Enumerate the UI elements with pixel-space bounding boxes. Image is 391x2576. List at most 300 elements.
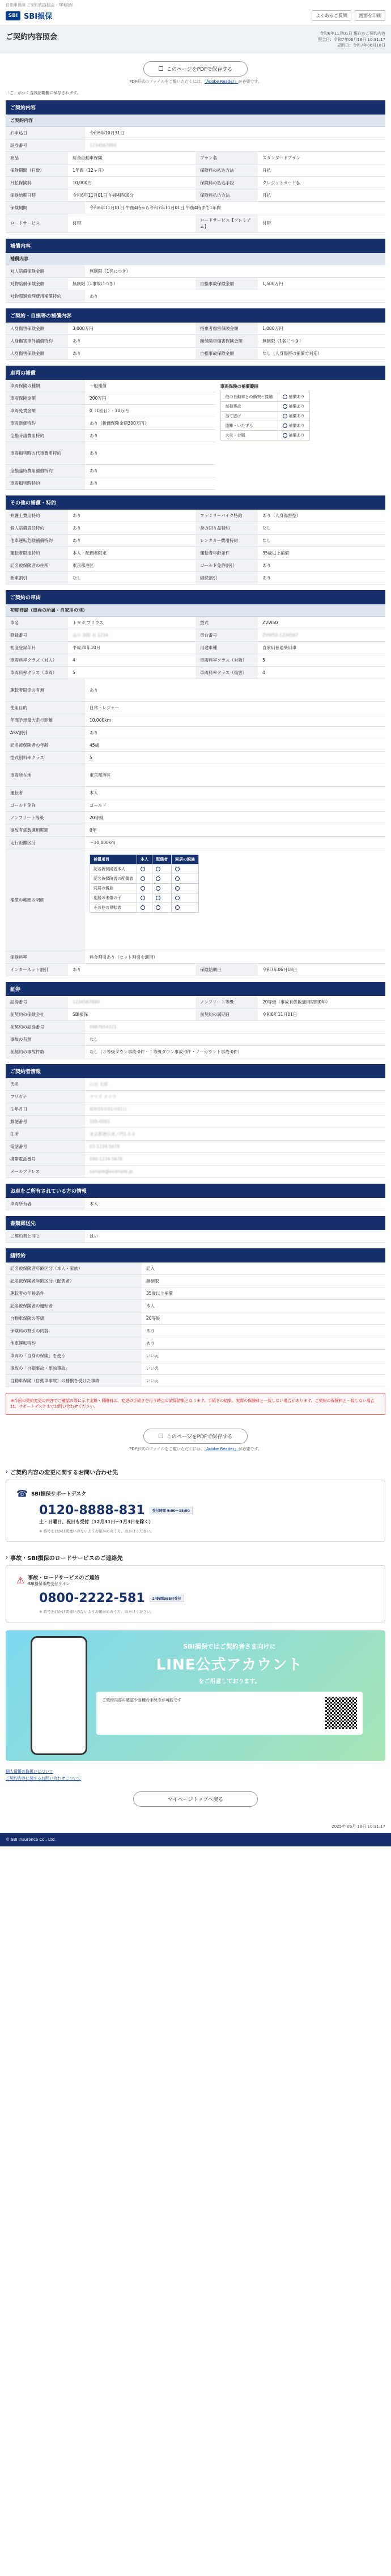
- title-bar: [0, 26, 391, 53]
- save-pdf-button-bottom[interactable]: [143, 1429, 248, 1444]
- row-value: あり: [90, 433, 98, 438]
- row-value: 105-0001: [90, 1118, 110, 1124]
- circle-icon: [141, 886, 145, 891]
- row-label: 車名: [6, 617, 68, 629]
- save-pdf-label: このページをPDFで保存する: [166, 66, 233, 73]
- row-label: 車両の「自身の保険」を使う: [6, 1350, 142, 1362]
- cell: 記名被保険者本人: [90, 864, 137, 874]
- top-note: 自動車保険 ご契約内容照会 - SBI損保: [6, 3, 73, 7]
- qr-code-icon: [325, 1697, 357, 1729]
- row-value: あり: [73, 338, 81, 344]
- chevron-right-icon: ›: [6, 1468, 8, 1475]
- phone-mockup-image: [31, 1636, 87, 1755]
- cell: 本人: [137, 854, 152, 864]
- row-label: 車両所有者: [6, 1198, 85, 1210]
- row-label: 人身傷害保険金額: [6, 348, 68, 359]
- section-subtitle: 補償内容: [6, 253, 385, 265]
- row-value: 5: [73, 670, 75, 675]
- row-value: 3,000万円: [73, 325, 94, 331]
- circle-icon: [156, 876, 160, 881]
- row-label: 車両損害時特約: [6, 477, 85, 489]
- row-value: 令和6年10月31日: [90, 130, 125, 135]
- circle-icon: [283, 395, 287, 399]
- row-value: 月払: [262, 167, 271, 173]
- row-value: あり: [73, 512, 81, 518]
- row-label: 氏名: [6, 1078, 85, 1090]
- pdf-icon: [159, 66, 163, 71]
- adobe-reader-link[interactable]: 「Adobe Reader」: [204, 1446, 239, 1451]
- cell: 別居の未婚の子: [90, 893, 137, 903]
- support-hours: 土・日曜日、祝日も受付（12月31日〜1月3日を除く）: [39, 1519, 154, 1524]
- row-label: 補償の範囲の明細: [6, 849, 85, 951]
- row-value: 10,000円: [73, 180, 92, 185]
- road-note: ※ 番号をおかけ間違いのないようお確かめのうえ、おかけください。: [39, 1609, 154, 1614]
- row-label: 商品: [6, 152, 68, 164]
- row-label: 前契約の事故件数: [6, 1046, 85, 1058]
- row-label: 人身傷害車外補償特約: [6, 335, 68, 347]
- row-label: ゴールド免許: [6, 799, 85, 811]
- row-label: 他車運転危険補償特約: [6, 535, 68, 546]
- cell: 補償あり: [288, 423, 305, 428]
- section-title: ご契約内容: [6, 100, 385, 115]
- row-label: 型式別料率クラス: [6, 752, 85, 764]
- row-label: インターネット割引: [6, 964, 68, 976]
- row-value: あり: [73, 537, 81, 543]
- special-terms-section: [6, 1248, 385, 1387]
- row-label: 保険始期日: [196, 964, 258, 976]
- row-label: 個人賠償責任特約: [6, 522, 68, 534]
- row-value: なし（３等級ダウン事故:0件・１等級ダウン事故:0件・ノーカウント事故:0件）: [90, 1049, 243, 1054]
- row-value: なし: [73, 575, 81, 581]
- chevron-right-icon: ›: [6, 1554, 8, 1561]
- row-value: 令和7年06月18日: [262, 967, 298, 972]
- cell: 単独事故: [220, 401, 278, 411]
- row-label: 住所: [6, 1128, 85, 1140]
- row-label: 保険期間: [6, 202, 85, 214]
- row-value: あり: [146, 1340, 155, 1346]
- row-value: クレジットカード払: [262, 180, 301, 185]
- row-label: 対人賠償保険金額: [6, 265, 85, 277]
- row-label: ゴールド免許割引: [196, 560, 258, 571]
- circle-icon: [283, 433, 287, 438]
- cell: 同居の親族: [172, 854, 199, 864]
- cell: 同居の親族: [90, 883, 137, 893]
- row-label: 記名被保険者の運転者: [6, 1300, 142, 1312]
- circle-icon: [141, 896, 145, 900]
- row-label: ノンフリート等級: [6, 812, 85, 824]
- row-label: 保険料の払込方法: [196, 164, 258, 176]
- circle-icon: [175, 905, 180, 910]
- row-value: あり: [262, 562, 271, 568]
- row-value: いいえ: [146, 1378, 159, 1383]
- section-title: お車をご所有されている方の情報: [6, 1184, 385, 1198]
- row-value: あり（人身傷害型）: [262, 512, 301, 518]
- row-value: 1234567890: [90, 142, 117, 148]
- row-value: ゴールド: [90, 802, 107, 808]
- row-value: なし（人身傷害の補償で対応）: [262, 350, 322, 356]
- row-label: 前契約の保険会社: [6, 1009, 68, 1020]
- support-tel[interactable]: 0120-8888-831: [39, 1503, 145, 1518]
- row-label: 車両新価特約: [6, 417, 85, 429]
- row-label: 保険料払込方法: [196, 189, 258, 201]
- row-value: 記入: [146, 1265, 155, 1271]
- row-label: お申込日: [6, 127, 85, 139]
- row-label: 型式: [196, 617, 258, 629]
- row-value: 東京都港区虎ノ門1-2-3: [90, 1131, 135, 1137]
- row-label: ASV割引: [6, 727, 85, 739]
- row-value: いいえ: [146, 1365, 159, 1371]
- banner-heading: SBI損保ではご契約者さま向けに: [183, 1642, 276, 1650]
- row-value: 東京都港区: [73, 562, 94, 568]
- row-value: 0年: [90, 827, 97, 833]
- row-value: 45歳: [90, 742, 100, 748]
- row-label: 自損事故保険金額: [196, 348, 258, 359]
- support-badge: 受付時間 9:00〜18:00: [150, 1507, 193, 1514]
- row-value: なし: [262, 525, 271, 531]
- circle-icon: [175, 886, 180, 891]
- row-value: あり: [90, 687, 98, 693]
- row-value: 令和6年11月01日: [262, 1011, 298, 1017]
- banner-subtitle: をご用意しております。: [198, 1678, 261, 1685]
- row-label: 郵便番号: [6, 1116, 85, 1128]
- circle-icon: [156, 896, 160, 900]
- circle-icon: [175, 867, 180, 871]
- support-heading: ご契約内容の変更に関するお問い合わせ先: [10, 1469, 118, 1476]
- pdf-note: PDF形式のファイルをご覧いただくには、: [129, 79, 205, 84]
- row-label: 全損臨時費用補償特約: [6, 465, 85, 477]
- row-value: 〜10,000km: [90, 840, 116, 845]
- row-label: 保険料の割引の内容: [6, 1325, 142, 1337]
- cell: 配偶者: [152, 854, 172, 864]
- section-title: 補償内容: [6, 239, 385, 253]
- section-title: ご契約者情報: [6, 1064, 385, 1078]
- row-label: 保険期間（日数）: [6, 164, 68, 176]
- row-value: SBI損保: [73, 1011, 88, 1017]
- row-label: ロードサービス【プレミアム】: [196, 214, 258, 232]
- row-value: スタンダードプラン: [262, 155, 300, 160]
- row-value: 無制限（1名につき）: [262, 338, 304, 344]
- pdf-note-tail: が必要です。: [238, 79, 262, 84]
- row-value: あり: [73, 967, 81, 972]
- vehicle-section: [6, 590, 385, 976]
- row-value: 総合自動車保険: [73, 155, 103, 160]
- row-label: 継続割引: [196, 572, 258, 584]
- row-value: はい: [90, 1233, 98, 1239]
- row-value: あり: [90, 480, 98, 486]
- row-value: ZVW50-1234567: [262, 632, 299, 638]
- save-pdf-label: このページをPDFで保存する: [166, 1434, 233, 1440]
- row-label: 車両料率クラス（対物）: [196, 654, 258, 666]
- save-pdf-button[interactable]: [143, 61, 248, 77]
- phone-icon: ☎: [16, 1488, 28, 1499]
- row-label: 電話番号: [6, 1141, 85, 1153]
- row-value: 日常・レジャー: [90, 705, 120, 710]
- section-title: 書類郵送先: [6, 1216, 385, 1230]
- row-label: 車台番号: [196, 629, 258, 641]
- row-label: 保険始期日時: [6, 189, 68, 201]
- cell: 補償あり: [288, 394, 305, 399]
- row-value: あり: [146, 1328, 155, 1333]
- row-value: あり: [73, 525, 81, 531]
- row-label: フリガナ: [6, 1091, 85, 1103]
- row-value: あり: [73, 350, 81, 356]
- logo-mark: SBI: [6, 11, 20, 20]
- row-label: 生年月日: [6, 1103, 85, 1115]
- row-value: あり: [262, 575, 271, 581]
- row-label: 初度登録年月: [6, 642, 68, 654]
- vehicle-coverage-section: [6, 366, 385, 490]
- row-value: 本人・配偶者限定: [73, 550, 107, 556]
- pdf-note: PDF形式のファイルをご覧いただくには、: [129, 1446, 205, 1451]
- query-date: 照会日：令和7年06月18日 10:31:17: [318, 37, 385, 42]
- contract-section: [6, 100, 385, 233]
- row-label: 記名被保険者年齢区分（本人・家族）: [6, 1262, 142, 1274]
- printed-datetime: 2025年 06月 18日 10:31:17: [332, 1824, 385, 1829]
- copyright: © SBI Insurance Co., Ltd.: [0, 1833, 391, 1846]
- row-value: いいえ: [146, 1353, 159, 1358]
- row-label: 搭乗者傷害保険金額: [196, 323, 258, 334]
- row-value: 無制限（1名につき）: [90, 268, 131, 274]
- row-label: 運転者の年齢条件: [6, 1287, 142, 1299]
- circle-icon: [283, 404, 287, 409]
- row-value: 10,000km: [90, 717, 111, 723]
- row-value: あり: [90, 450, 98, 456]
- row-label: 車両損害時の代車費用特約: [6, 442, 85, 464]
- logo-text: SBI損保: [24, 12, 53, 21]
- row-label: 車両保険金額: [6, 392, 85, 404]
- privacy-link[interactable]: 個人情報の取扱いについて: [6, 1769, 53, 1774]
- circle-icon: [175, 876, 180, 881]
- row-value: ヤマダ タロウ: [90, 1094, 117, 1099]
- row-value: 03-1234-5678: [90, 1143, 120, 1149]
- row-value: 本人: [146, 1303, 155, 1308]
- row-value: 4: [262, 670, 265, 675]
- road-sub: SBI損保事故受付ライン: [28, 1581, 70, 1586]
- row-value: 1,500万円: [262, 281, 283, 286]
- cell: 他の自動車との衝突・接触: [220, 392, 278, 401]
- row-label: 車両料率クラス（傷害）: [196, 667, 258, 679]
- circle-icon: [141, 867, 145, 871]
- row-label: 年間予想最大走行距離: [6, 714, 85, 726]
- row-label: プラン名: [196, 152, 258, 164]
- print-link[interactable]: 画面を印刷: [355, 10, 385, 21]
- road-contact: [6, 1550, 385, 1622]
- coverage-range-table: [220, 392, 310, 440]
- row-value: あり（新価保険金額300万円）: [90, 420, 149, 426]
- faq-link[interactable]: よくあるご質問: [312, 10, 351, 21]
- row-label: 運転者限定特約: [6, 547, 68, 559]
- row-value: 200万円: [90, 395, 107, 401]
- row-label: 携帯電話番号: [6, 1153, 85, 1165]
- section-subtitle: ご契約内容: [6, 115, 385, 127]
- row-label: 使用目的: [6, 702, 85, 714]
- row-label: 車両料率クラス（対人）: [6, 654, 68, 666]
- cell: 記名被保険者の配偶者: [90, 874, 137, 883]
- row-value: なし: [90, 1036, 98, 1042]
- row-value: 無制限: [146, 1278, 159, 1283]
- car-icon: ⚠: [16, 1574, 25, 1586]
- row-value: 5: [90, 755, 92, 760]
- row-value: 料金割引あり（セット割引を適用）: [90, 954, 158, 960]
- row-label: メールアドレス: [6, 1166, 85, 1177]
- row-value: 1年間（12ヶ月）: [73, 167, 107, 173]
- row-label: 前契約の証券番号: [6, 1021, 85, 1033]
- row-label: 事故の「自損事故・単独事故」: [6, 1362, 142, 1374]
- circle-icon: [283, 414, 287, 418]
- cell: 補償あり: [288, 404, 305, 409]
- row-value: 付帯: [262, 221, 271, 226]
- road-badge: 24時間365日受付: [150, 1595, 184, 1602]
- circle-icon: [156, 867, 160, 871]
- row-value: 自家用普通乗用車: [262, 645, 296, 650]
- section-title: 車両の補償: [6, 366, 385, 380]
- row-value: あり: [90, 730, 98, 735]
- cell: 補償あり: [288, 433, 305, 438]
- circle-icon: [141, 876, 145, 881]
- row-value: トヨタ プリウス: [73, 620, 104, 625]
- cell: 補償項目: [90, 854, 137, 864]
- row-label: 記名被保険者の住所: [6, 560, 68, 571]
- row-label: 車両所在地: [6, 764, 85, 786]
- current-date: 令和6年11月01日 現在のご契約内容: [320, 31, 385, 36]
- cell: 当て逃げ: [220, 411, 278, 421]
- row-label: 保険料率: [6, 951, 85, 963]
- section-title: ご契約の車両: [6, 590, 385, 604]
- row-label: 無保険車傷害保険金額: [196, 335, 258, 347]
- row-value: 35歳以上補償: [262, 550, 290, 556]
- row-label: レンタカー費用特約: [196, 535, 258, 546]
- back-to-mypage-button[interactable]: マイページトップへ戻る: [133, 1791, 258, 1807]
- support-name: SBI損保サポートデスク: [31, 1491, 87, 1497]
- row-value: 令和6年11月01日 午後4時00分: [73, 192, 134, 198]
- row-value: 月払: [262, 192, 271, 198]
- row-label: 運転者: [6, 787, 85, 799]
- row-value: 5: [262, 657, 265, 663]
- section-title: 証券: [6, 982, 385, 996]
- row-value: 無制限（1事故につき）: [73, 281, 118, 286]
- row-label: 自損事故保険金額: [196, 278, 258, 290]
- row-value: sample@example.jp: [90, 1168, 133, 1174]
- row-value: ZVW50: [262, 620, 278, 625]
- mailing-section: [6, 1216, 385, 1243]
- coverage-section: [6, 239, 385, 303]
- row-label: 車両料率クラス（車両）: [6, 667, 68, 679]
- row-label: 証券番号: [6, 996, 68, 1008]
- cell: 補償あり: [288, 413, 305, 418]
- update-date: 更新日：令和7年06月18日: [337, 43, 385, 48]
- circle-icon: [175, 896, 180, 900]
- section-subtitle: 初度登録（車両の所属・自家用の別）: [6, 604, 385, 617]
- lead-text: 「ご」がつく当該記載欄に保存されます。: [6, 90, 81, 95]
- logo[interactable]: [6, 10, 52, 21]
- inquiry-link[interactable]: ご契約内容に関するお問い合わせについて: [6, 1776, 81, 1781]
- cell: その他の運転者: [90, 903, 137, 912]
- row-label: 自動車保険（自動車事故）の補償を受けた事故: [6, 1375, 142, 1387]
- row-label: ファミリーバイク特約: [196, 510, 258, 522]
- row-label: 事故の有無: [6, 1033, 85, 1045]
- row-value: 20等級: [146, 1315, 160, 1321]
- row-value: 令和6年11月01日 午後4時から令和7年11月01日 午後4時まで1年間: [90, 205, 221, 210]
- row-value: 本人: [90, 790, 98, 795]
- owner-section: [6, 1184, 385, 1210]
- row-label: 前契約の満期日: [196, 1009, 258, 1020]
- row-label: 対物賠償保険金額: [6, 278, 68, 290]
- coverage-detail-table: [90, 854, 199, 913]
- row-value: 4: [73, 657, 75, 663]
- adobe-reader-link[interactable]: 「Adobe Reader」: [204, 79, 239, 84]
- header: [0, 8, 391, 26]
- row-value: あり: [90, 468, 98, 473]
- row-value: 090-1234-5678: [90, 1156, 122, 1162]
- pdf-icon: [159, 1434, 163, 1438]
- row-value: 東京都港区: [90, 772, 111, 778]
- row-label: 人身傷害保険金額: [6, 323, 68, 334]
- other-coverage-section: [6, 495, 385, 584]
- row-label: 走行距離区分: [6, 837, 85, 849]
- row-value: 品川 300 あ 1234: [73, 632, 109, 638]
- circle-icon: [141, 905, 145, 910]
- row-value: 0987654321: [90, 1024, 117, 1029]
- row-value: 0（1回目）- 10万円: [90, 408, 129, 413]
- circle-icon: [156, 886, 160, 891]
- certificate-section: [6, 982, 385, 1058]
- row-value: あり: [90, 293, 98, 299]
- warning-box: ※今回の契約変更の内容でご確認の際に示す金額・保険料は、変更の手続きを行う時点の試算結果となります。手続きの結果、実際の保険料と一致しない場合があります。ご契約の保険料と一致しない場合は、サポートデスクまでお問い合わせください。: [6, 1393, 385, 1415]
- row-label: 車両保険の種類: [6, 380, 85, 392]
- row-label: 身の回り品特約: [196, 522, 258, 534]
- row-label: 他車運転特約: [6, 1337, 142, 1349]
- row-label: 記名被保険者の年齢: [6, 739, 85, 751]
- support-contact: [6, 1464, 385, 1542]
- banner-title: LINE公式アカウント: [156, 1656, 303, 1673]
- road-tel[interactable]: 0800-2222-581: [39, 1591, 145, 1605]
- row-label: 運転者限定の有無: [6, 679, 85, 701]
- cell: 火災・台風: [220, 430, 278, 440]
- row-label: 記名被保険者年齢区分（配偶者）: [6, 1275, 142, 1287]
- page-title: ご契約内容照会: [6, 33, 58, 41]
- row-label: ロードサービス: [6, 214, 68, 232]
- row-value: 昭和55年01月01日: [90, 1106, 128, 1112]
- cell: 盗難・いたずら: [220, 421, 278, 430]
- row-label: 登録番号: [6, 629, 68, 641]
- row-value: 35歳以上補償: [146, 1290, 173, 1296]
- road-heading: 事故・SBI損保のロードサービスのご連絡先: [10, 1555, 123, 1562]
- row-value: なし: [262, 537, 271, 543]
- pdf-note-tail: が必要です。: [238, 1446, 262, 1451]
- support-note: ※ 番号をおかけ間違いのないようお確かめのうえ、おかけください。: [39, 1528, 154, 1533]
- row-value: 平成30年10月: [73, 645, 101, 650]
- row-label: 保険料の払込手段: [196, 177, 258, 189]
- row-value: 山田 太郎: [90, 1081, 108, 1087]
- row-label: 自動車保険の等級: [6, 1312, 142, 1324]
- row-value: 付帯: [73, 221, 81, 226]
- row-label: 証券番号: [6, 139, 85, 151]
- row-label: 新車割引: [6, 572, 68, 584]
- row-value: 1,000万円: [262, 325, 283, 331]
- row-label: 弁護士費用特約: [6, 510, 68, 522]
- row-label: 全損時諸費用特約: [6, 430, 85, 442]
- row-label: 用途車種: [196, 642, 258, 654]
- coverage-range-title: 車両保険の補償範囲: [220, 383, 258, 389]
- row-label: ノンフリート等級: [196, 996, 258, 1008]
- row-value: 1234567890: [73, 999, 100, 1005]
- policyholder-section: [6, 1064, 385, 1178]
- row-value: 本人: [90, 1201, 98, 1206]
- circle-icon: [283, 423, 287, 428]
- line-banner[interactable]: [6, 1630, 385, 1761]
- banner-box-text: ご契約内容の確認や各種お手続きが可能です: [102, 1697, 181, 1702]
- row-value: 20等級: [90, 815, 104, 820]
